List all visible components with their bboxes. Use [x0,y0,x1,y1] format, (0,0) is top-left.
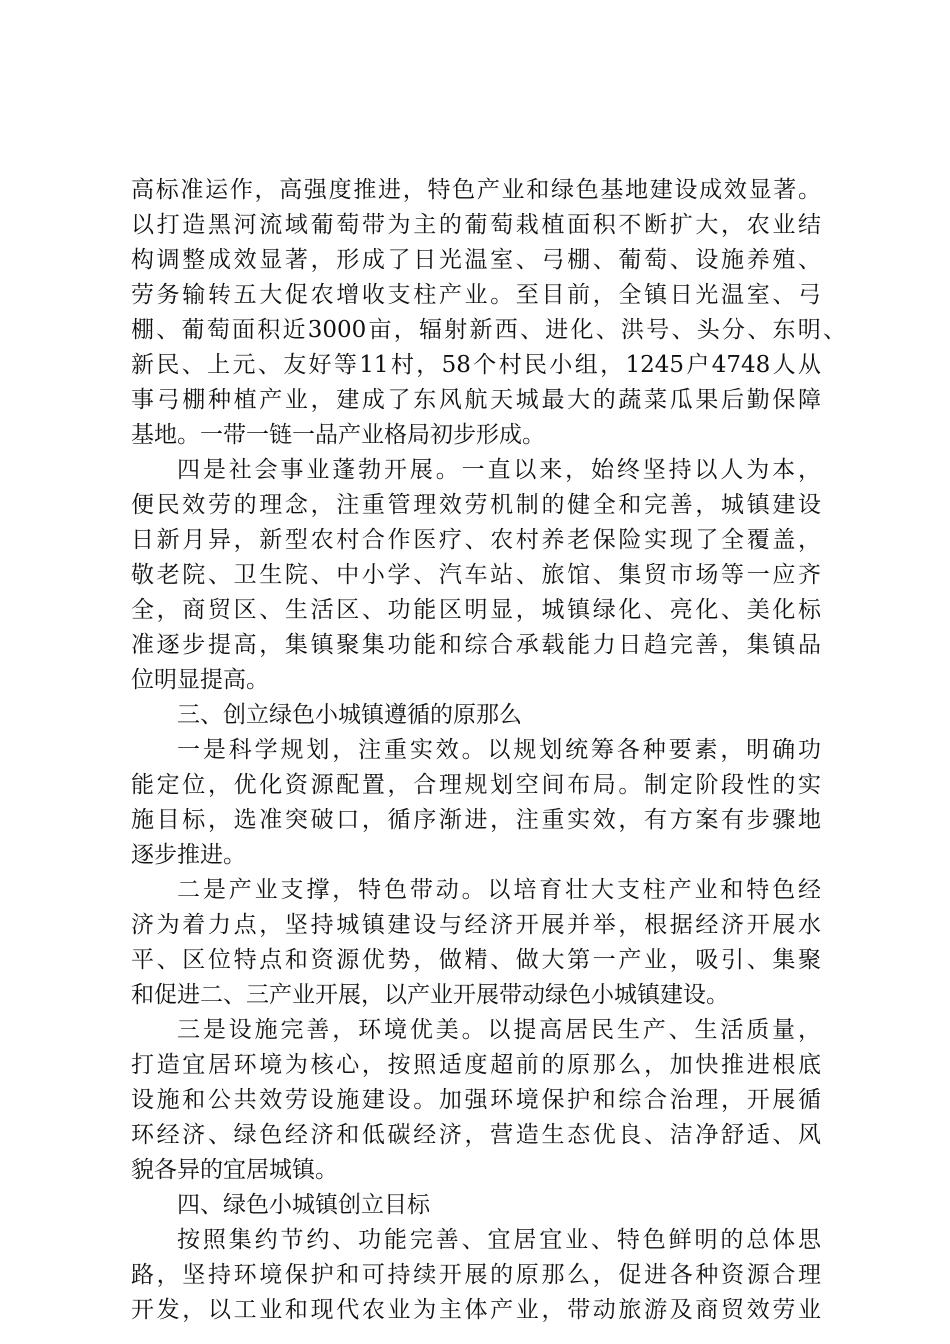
text-line: 济为着力点，坚持城镇建设与经济开展并举，根据经济开展水 [131,912,821,938]
text-line: 逐步推进。 [131,842,246,868]
text-line: 敬老院、卫生院、中小学、汽车站、旅馆、集贸市场等一应齐 [131,562,821,588]
paragraph-start: 三是设施完善，环境优美。以提高居民生产、生活质量， [177,1017,821,1043]
text-line: 日新月异，新型农村合作医疗、农村养老保险实现了全覆盖， [131,527,821,553]
section-heading: 三、创立绿色小城镇遵循的原那么 [177,702,522,728]
text-line: 施目标，选准突破口，循序渐进，注重实效，有方案有步骤地 [131,807,821,833]
text-line: 以打造黑河流域葡萄带为主的葡萄栽植面积不断扩大，农业结 [131,212,821,238]
text-line: 貌各异的宜居城镇。 [131,1157,338,1183]
text-line: 事弓棚种植产业，建成了东风航天城最大的蔬菜瓜果后勤保障 [131,387,821,413]
text-line: 能定位，优化资源配置，合理规划空间布局。制定阶段性的实 [131,772,821,798]
text-line: 基地。一带一链一品产业格局初步形成。 [131,422,545,448]
text-line: 新民、上元、友好等11村，58个村民小组，1245户4748人从 [131,352,821,378]
text-line: 高标准运作，高强度推进，特色产业和绿色基地建设成效显著。 [131,177,821,203]
text-line: 劳务输转五大促农增收支柱产业。至目前，全镇日光温室、弓 [131,282,821,308]
text-line: 平、区位特点和资源优势，做精、做大第一产业，吸引、集聚 [131,947,821,973]
paragraph-start: 二是产业支撑，特色带动。以培育壮大支柱产业和特色经 [177,877,821,903]
text-line: 打造宜居环境为核心，按照适度超前的原那么，加快推进根底 [131,1052,821,1078]
text-line: 便民效劳的理念，注重管理效劳机制的健全和完善，城镇建设 [131,492,821,518]
section-heading: 四、绿色小城镇创立目标 [177,1192,430,1218]
text-line: 和促进二、三产业开展，以产业开展带动绿色小城镇建设。 [131,982,729,1008]
paragraph-start: 按照集约节约、功能完善、宜居宜业、特色鲜明的总体思 [177,1227,821,1253]
text-line: 环经济、绿色经济和低碳经济，营造生态优良、洁净舒适、风 [131,1122,821,1148]
text-line: 棚、葡萄面积近3000亩，辐射新西、进化、洪号、头分、东明、 [131,317,846,343]
text-line: 全，商贸区、生活区、功能区明显，城镇绿化、亮化、美化标 [131,597,821,623]
body-text [131,173,846,1328]
text-line: 开发，以工业和现代农业为主体产业，带动旅游及商贸效劳业 [131,1297,821,1323]
text-line: 位明显提高。 [131,667,269,693]
text-line: 路，坚持环境保护和可持续开展的原那么，促进各种资源合理 [131,1262,821,1288]
paragraph-start: 一是科学规划，注重实效。以规划统筹各种要素，明确功 [177,737,821,763]
text-line: 设施和公共效劳设施建设。加强环境保护和综合治理，开展循 [131,1087,821,1113]
text-line: 构调整成效显著，形成了日光温室、弓棚、葡萄、设施养殖、 [131,247,821,273]
paragraph-start: 四是社会事业蓬勃开展。一直以来，始终坚持以人为本， [177,457,821,483]
text-line: 准逐步提高，集镇聚集功能和综合承载能力日趋完善，集镇品 [131,632,821,658]
